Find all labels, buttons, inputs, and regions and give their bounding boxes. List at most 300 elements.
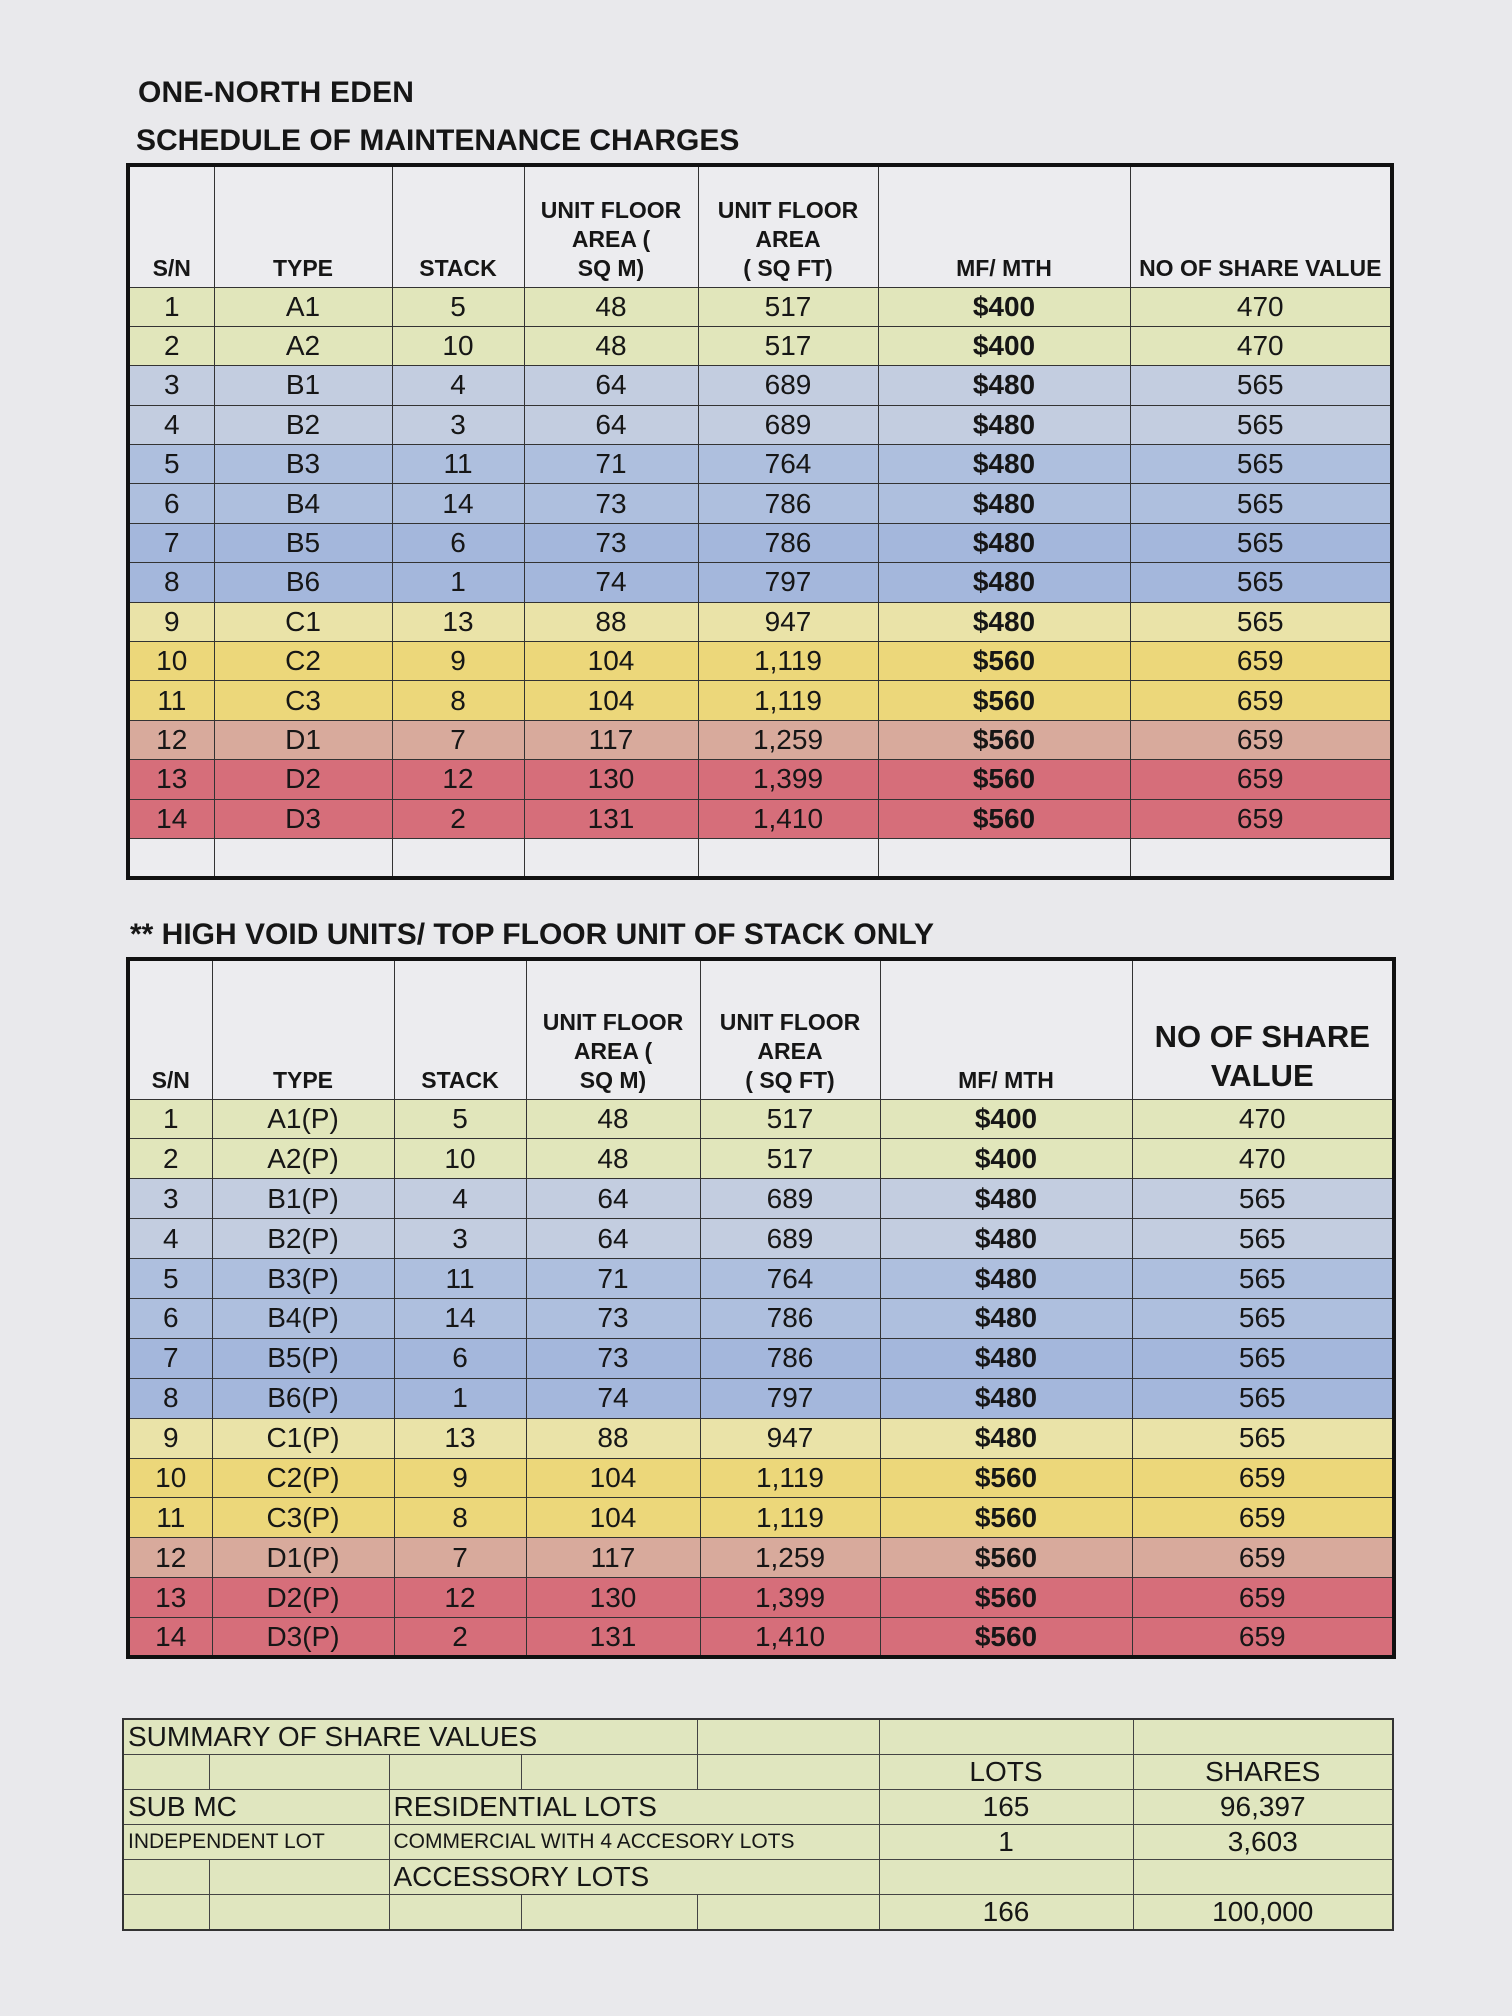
- cell-sn: 2: [128, 1139, 212, 1179]
- cell-mf: $560: [880, 1578, 1132, 1618]
- cell-mf: $400: [880, 1099, 1132, 1139]
- header-sn: S/N: [128, 165, 214, 287]
- cell-mf: $480: [878, 602, 1130, 641]
- table-row: [128, 326, 1392, 365]
- cell-stack: 7: [394, 1538, 526, 1578]
- table-row: [128, 1298, 1394, 1338]
- cell-mf: $560: [878, 681, 1130, 720]
- cell-share: 565: [1130, 523, 1392, 562]
- cell-area-sqm: 131: [524, 799, 698, 838]
- empty-cell: [878, 838, 1130, 878]
- cell-area-sqft: 797: [700, 1378, 880, 1418]
- cell-stack: 7: [392, 720, 524, 759]
- cell-area-sqft: 1,119: [700, 1458, 880, 1498]
- cell-area-sqft: 1,410: [698, 799, 878, 838]
- cell-area-sqm: 48: [524, 326, 698, 365]
- table-row: [128, 563, 1392, 602]
- cell-area-sqm: 64: [526, 1219, 700, 1259]
- table-row: [128, 1378, 1394, 1418]
- cell-area-sqft: 947: [698, 602, 878, 641]
- table-row: [128, 1259, 1394, 1299]
- cell-share: 659: [1130, 720, 1392, 759]
- summary-header-row: [123, 1755, 1393, 1790]
- cell-area-sqft: 689: [700, 1179, 880, 1219]
- cell-share: 470: [1132, 1139, 1394, 1179]
- header-share: [1132, 959, 1394, 1099]
- summary-accessory-row: [123, 1860, 1393, 1895]
- cell-mf: $400: [878, 326, 1130, 365]
- cell-mf: $400: [880, 1139, 1132, 1179]
- cell-mf: $560: [880, 1498, 1132, 1538]
- cell-type: B3: [214, 445, 392, 484]
- summary-accessory-label: ACCESSORY LOTS: [389, 1860, 879, 1895]
- cell-sn: 2: [128, 326, 214, 365]
- cell-type: B6(P): [212, 1378, 394, 1418]
- cell-mf: $480: [878, 484, 1130, 523]
- empty-cell: [698, 838, 878, 878]
- cell-sn: 5: [128, 445, 214, 484]
- table-row: [128, 1179, 1394, 1219]
- cell-sn: 8: [128, 1378, 212, 1418]
- cell-mf: $480: [878, 405, 1130, 444]
- cell-type: C2(P): [212, 1458, 394, 1498]
- table-row: [128, 642, 1392, 681]
- cell-area-sqm: 117: [524, 720, 698, 759]
- cell-type: A1(P): [212, 1099, 394, 1139]
- cell-stack: 4: [394, 1179, 526, 1219]
- cell-mf: $560: [880, 1458, 1132, 1498]
- cell-type: B2: [214, 405, 392, 444]
- cell-type: B3(P): [212, 1259, 394, 1299]
- header-area-sqft: [700, 959, 880, 1099]
- cell-share: 659: [1132, 1618, 1394, 1658]
- header-area-sqm: [524, 165, 698, 287]
- cell-share: 565: [1132, 1298, 1394, 1338]
- cell-area-sqm: 130: [526, 1578, 700, 1618]
- summary-residential-lots: 165: [879, 1790, 1133, 1825]
- empty-cell: [123, 1895, 209, 1931]
- empty-cell: [521, 1755, 697, 1790]
- table-row-empty: [128, 838, 1392, 878]
- cell-sn: 5: [128, 1259, 212, 1299]
- cell-area-sqft: 786: [698, 484, 878, 523]
- header-sn: S/N: [128, 959, 212, 1099]
- header-stack: STACK: [392, 165, 524, 287]
- header-area-sqm-line2: AREA (: [573, 1037, 653, 1064]
- header-area-sqm-line3: SQ M): [577, 254, 645, 281]
- cell-share: 565: [1132, 1378, 1394, 1418]
- cell-type: B6: [214, 563, 392, 602]
- empty-cell: [521, 1895, 697, 1931]
- cell-sn: 14: [128, 1618, 212, 1658]
- cell-share: 659: [1132, 1498, 1394, 1538]
- empty-cell: [389, 1895, 521, 1931]
- cell-share: 565: [1130, 366, 1392, 405]
- empty-cell: [392, 838, 524, 878]
- cell-stack: 13: [394, 1418, 526, 1458]
- maintenance-charges-table: [126, 163, 1394, 880]
- cell-area-sqm: 104: [524, 681, 698, 720]
- high-void-units-table: [126, 957, 1396, 1659]
- cell-mf: $480: [880, 1259, 1132, 1299]
- cell-type: D2(P): [212, 1578, 394, 1618]
- document-title: ONE-NORTH EDEN: [138, 76, 415, 109]
- cell-area-sqm: 71: [524, 445, 698, 484]
- cell-stack: 5: [394, 1099, 526, 1139]
- table-header-row: [128, 165, 1392, 287]
- cell-area-sqft: 947: [700, 1418, 880, 1458]
- header-mf: MF/ MTH: [880, 959, 1132, 1099]
- cell-stack: 12: [394, 1578, 526, 1618]
- cell-sn: 7: [128, 523, 214, 562]
- cell-area-sqm: 73: [524, 523, 698, 562]
- empty-cell: [879, 1719, 1133, 1755]
- cell-sn: 10: [128, 642, 214, 681]
- table-header-row: [128, 959, 1394, 1099]
- table-row: [128, 1418, 1394, 1458]
- cell-type: C1(P): [212, 1418, 394, 1458]
- summary-residential-label: RESIDENTIAL LOTS: [389, 1790, 879, 1825]
- summary-commercial-lots: 1: [879, 1825, 1133, 1860]
- table-row: [128, 681, 1392, 720]
- empty-cell: [697, 1755, 879, 1790]
- empty-cell: [209, 1755, 389, 1790]
- cell-sn: 4: [128, 1219, 212, 1259]
- cell-area-sqft: 797: [698, 563, 878, 602]
- empty-cell: [209, 1895, 389, 1931]
- empty-cell: [1130, 838, 1392, 878]
- cell-type: D3: [214, 799, 392, 838]
- cell-area-sqm: 73: [526, 1338, 700, 1378]
- header-area-sqm-line1: UNIT FLOOR: [542, 1008, 684, 1035]
- table-row: [128, 1099, 1394, 1139]
- cell-stack: 6: [394, 1338, 526, 1378]
- header-area-sqft-line3: ( SQ FT): [745, 1066, 835, 1093]
- cell-mf: $480: [880, 1179, 1132, 1219]
- cell-type: B5: [214, 523, 392, 562]
- empty-cell: [123, 1755, 209, 1790]
- cell-sn: 12: [128, 720, 214, 759]
- summary-lots-header: LOTS: [879, 1755, 1133, 1790]
- cell-type: B1: [214, 366, 392, 405]
- cell-type: C2: [214, 642, 392, 681]
- cell-stack: 2: [392, 799, 524, 838]
- cell-sn: 12: [128, 1538, 212, 1578]
- header-area-sqm-line3: SQ M): [579, 1066, 647, 1093]
- header-area-sqft-line2: AREA: [755, 225, 821, 252]
- cell-sn: 11: [128, 1498, 212, 1538]
- cell-stack: 1: [392, 563, 524, 602]
- cell-type: B5(P): [212, 1338, 394, 1378]
- cell-stack: 8: [392, 681, 524, 720]
- cell-stack: 10: [392, 326, 524, 365]
- cell-mf: $560: [878, 720, 1130, 759]
- table-row: [128, 1219, 1394, 1259]
- empty-cell: [697, 1895, 879, 1931]
- cell-area-sqm: 48: [526, 1139, 700, 1179]
- empty-cell: [209, 1860, 389, 1895]
- summary-title: SUMMARY OF SHARE VALUES: [123, 1719, 697, 1755]
- cell-share: 565: [1130, 602, 1392, 641]
- cell-stack: 11: [392, 445, 524, 484]
- empty-cell: [214, 838, 392, 878]
- empty-cell: [1133, 1719, 1393, 1755]
- header-area-sqft-line1: UNIT FLOOR: [719, 1008, 861, 1035]
- header-area-sqft-line3: ( SQ FT): [743, 254, 833, 281]
- header-share: NO OF SHARE VALUE: [1130, 165, 1392, 287]
- cell-sn: 4: [128, 405, 214, 444]
- cell-area-sqm: 74: [526, 1378, 700, 1418]
- cell-area-sqft: 517: [700, 1099, 880, 1139]
- table-row: [128, 445, 1392, 484]
- cell-stack: 4: [392, 366, 524, 405]
- cell-stack: 1: [394, 1378, 526, 1418]
- table-row: [128, 720, 1392, 759]
- cell-stack: 6: [392, 523, 524, 562]
- cell-type: D3(P): [212, 1618, 394, 1658]
- table-row: [128, 1578, 1394, 1618]
- summary-sub-mc: SUB MC: [123, 1790, 389, 1825]
- cell-area-sqm: 88: [526, 1418, 700, 1458]
- cell-share: 565: [1130, 563, 1392, 602]
- cell-area-sqm: 48: [526, 1099, 700, 1139]
- cell-area-sqft: 764: [700, 1259, 880, 1299]
- cell-share: 565: [1130, 445, 1392, 484]
- summary-commercial-row: [123, 1825, 1393, 1860]
- header-share-line2: VALUE: [1210, 1057, 1314, 1093]
- cell-sn: 1: [128, 287, 214, 326]
- summary-independent-lot: INDEPENDENT LOT: [123, 1825, 389, 1860]
- table-row: [128, 1618, 1394, 1658]
- header-type: TYPE: [214, 165, 392, 287]
- cell-area-sqft: 786: [698, 523, 878, 562]
- cell-share: 659: [1130, 681, 1392, 720]
- cell-share: 565: [1132, 1338, 1394, 1378]
- cell-area-sqm: 117: [526, 1538, 700, 1578]
- cell-mf: $560: [878, 642, 1130, 681]
- cell-area-sqft: 1,119: [700, 1498, 880, 1538]
- cell-sn: 9: [128, 1418, 212, 1458]
- cell-share: 470: [1132, 1099, 1394, 1139]
- cell-area-sqm: 64: [524, 405, 698, 444]
- cell-type: D2: [214, 760, 392, 799]
- cell-area-sqm: 48: [524, 287, 698, 326]
- cell-area-sqft: 689: [698, 405, 878, 444]
- table-row: [128, 405, 1392, 444]
- cell-area-sqft: 1,399: [700, 1578, 880, 1618]
- cell-type: B1(P): [212, 1179, 394, 1219]
- cell-stack: 12: [392, 760, 524, 799]
- cell-area-sqm: 104: [526, 1498, 700, 1538]
- table-row: [128, 1538, 1394, 1578]
- cell-share: 565: [1132, 1418, 1394, 1458]
- header-area-sqft: [698, 165, 878, 287]
- cell-mf: $560: [880, 1538, 1132, 1578]
- table-row: [128, 1139, 1394, 1179]
- table-row: [128, 1338, 1394, 1378]
- cell-type: D1(P): [212, 1538, 394, 1578]
- cell-type: D1: [214, 720, 392, 759]
- cell-area-sqm: 130: [524, 760, 698, 799]
- cell-share: 659: [1132, 1578, 1394, 1618]
- cell-mf: $400: [878, 287, 1130, 326]
- cell-type: C3: [214, 681, 392, 720]
- cell-area-sqft: 764: [698, 445, 878, 484]
- empty-cell: [1133, 1860, 1393, 1895]
- cell-area-sqft: 1,399: [698, 760, 878, 799]
- cell-stack: 9: [394, 1458, 526, 1498]
- cell-share: 470: [1130, 326, 1392, 365]
- cell-sn: 10: [128, 1458, 212, 1498]
- header-area-sqft-line1: UNIT FLOOR: [717, 196, 859, 223]
- cell-area-sqm: 73: [524, 484, 698, 523]
- cell-share: 659: [1130, 760, 1392, 799]
- cell-mf: $480: [878, 563, 1130, 602]
- header-area-sqm: [526, 959, 700, 1099]
- cell-area-sqm: 74: [524, 563, 698, 602]
- cell-type: B2(P): [212, 1219, 394, 1259]
- summary-commercial-shares: 3,603: [1133, 1825, 1393, 1860]
- cell-type: A2(P): [212, 1139, 394, 1179]
- cell-sn: 13: [128, 760, 214, 799]
- cell-stack: 5: [392, 287, 524, 326]
- cell-area-sqft: 517: [700, 1139, 880, 1179]
- cell-share: 565: [1130, 484, 1392, 523]
- cell-stack: 9: [392, 642, 524, 681]
- cell-area-sqft: 1,119: [698, 642, 878, 681]
- cell-sn: 13: [128, 1578, 212, 1618]
- empty-cell: [128, 838, 214, 878]
- empty-cell: [524, 838, 698, 878]
- cell-type: B4(P): [212, 1298, 394, 1338]
- cell-stack: 10: [394, 1139, 526, 1179]
- header-mf: MF/ MTH: [878, 165, 1130, 287]
- cell-sn: 7: [128, 1338, 212, 1378]
- cell-type: C1: [214, 602, 392, 641]
- header-area-sqft-line2: AREA: [757, 1037, 823, 1064]
- summary-title-row: [123, 1719, 1393, 1755]
- cell-type: B4: [214, 484, 392, 523]
- cell-area-sqm: 64: [526, 1179, 700, 1219]
- table-row: [128, 602, 1392, 641]
- cell-mf: $480: [880, 1338, 1132, 1378]
- cell-share: 659: [1130, 642, 1392, 681]
- cell-area-sqm: 104: [524, 642, 698, 681]
- header-type: TYPE: [212, 959, 394, 1099]
- cell-area-sqft: 786: [700, 1298, 880, 1338]
- cell-mf: $480: [878, 445, 1130, 484]
- table-row: [128, 1458, 1394, 1498]
- cell-mf: $560: [880, 1618, 1132, 1658]
- cell-area-sqm: 88: [524, 602, 698, 641]
- summary-share-values-table: [122, 1718, 1394, 1931]
- cell-area-sqft: 517: [698, 326, 878, 365]
- cell-mf: $480: [878, 523, 1130, 562]
- cell-sn: 6: [128, 1298, 212, 1338]
- cell-sn: 11: [128, 681, 214, 720]
- cell-type: A1: [214, 287, 392, 326]
- summary-residential-row: [123, 1790, 1393, 1825]
- header-area-sqm-line1: UNIT FLOOR: [540, 196, 682, 223]
- cell-area-sqft: 689: [700, 1219, 880, 1259]
- table-row: [128, 287, 1392, 326]
- cell-type: C3(P): [212, 1498, 394, 1538]
- high-void-section-title: ** HIGH VOID UNITS/ TOP FLOOR UNIT OF STACK ONLY: [130, 918, 934, 951]
- cell-share: 659: [1130, 799, 1392, 838]
- summary-total-lots: 166: [879, 1895, 1133, 1931]
- summary-total-row: [123, 1895, 1393, 1931]
- table-row: [128, 523, 1392, 562]
- cell-area-sqft: 1,259: [700, 1538, 880, 1578]
- cell-area-sqft: 517: [698, 287, 878, 326]
- cell-mf: $480: [880, 1418, 1132, 1458]
- table-row: [128, 799, 1392, 838]
- empty-cell: [123, 1860, 209, 1895]
- cell-share: 565: [1132, 1259, 1394, 1299]
- cell-share: 470: [1130, 287, 1392, 326]
- cell-stack: 3: [392, 405, 524, 444]
- cell-sn: 14: [128, 799, 214, 838]
- header-stack: STACK: [394, 959, 526, 1099]
- table-row: [128, 1498, 1394, 1538]
- header-share-line1: NO OF SHARE: [1154, 1018, 1370, 1054]
- cell-mf: $560: [878, 799, 1130, 838]
- empty-cell: [697, 1719, 879, 1755]
- cell-share: 659: [1132, 1458, 1394, 1498]
- cell-sn: 9: [128, 602, 214, 641]
- cell-mf: $560: [878, 760, 1130, 799]
- cell-area-sqm: 71: [526, 1259, 700, 1299]
- cell-area-sqm: 104: [526, 1458, 700, 1498]
- cell-type: A2: [214, 326, 392, 365]
- table-row: [128, 484, 1392, 523]
- cell-stack: 3: [394, 1219, 526, 1259]
- cell-sn: 3: [128, 1179, 212, 1219]
- cell-area-sqft: 1,259: [698, 720, 878, 759]
- cell-mf: $480: [880, 1219, 1132, 1259]
- cell-sn: 8: [128, 563, 214, 602]
- cell-share: 659: [1132, 1538, 1394, 1578]
- summary-commercial-label: COMMERCIAL WITH 4 ACCESORY LOTS: [389, 1825, 879, 1860]
- table-row: [128, 760, 1392, 799]
- cell-mf: $480: [880, 1298, 1132, 1338]
- cell-share: 565: [1132, 1219, 1394, 1259]
- cell-sn: 3: [128, 366, 214, 405]
- cell-stack: 14: [392, 484, 524, 523]
- cell-sn: 6: [128, 484, 214, 523]
- cell-stack: 13: [392, 602, 524, 641]
- table-row: [128, 366, 1392, 405]
- summary-residential-shares: 96,397: [1133, 1790, 1393, 1825]
- cell-area-sqft: 1,410: [700, 1618, 880, 1658]
- summary-total-shares: 100,000: [1133, 1895, 1393, 1931]
- summary-shares-header: SHARES: [1133, 1755, 1393, 1790]
- cell-area-sqft: 689: [698, 366, 878, 405]
- cell-stack: 14: [394, 1298, 526, 1338]
- cell-stack: 11: [394, 1259, 526, 1299]
- cell-area-sqm: 64: [524, 366, 698, 405]
- cell-stack: 2: [394, 1618, 526, 1658]
- cell-share: 565: [1130, 405, 1392, 444]
- cell-area-sqft: 1,119: [698, 681, 878, 720]
- cell-sn: 1: [128, 1099, 212, 1139]
- cell-area-sqft: 786: [700, 1338, 880, 1378]
- cell-mf: $480: [880, 1378, 1132, 1418]
- empty-cell: [389, 1755, 521, 1790]
- cell-share: 565: [1132, 1179, 1394, 1219]
- empty-cell: [879, 1860, 1133, 1895]
- header-area-sqm-line2: AREA (: [571, 225, 651, 252]
